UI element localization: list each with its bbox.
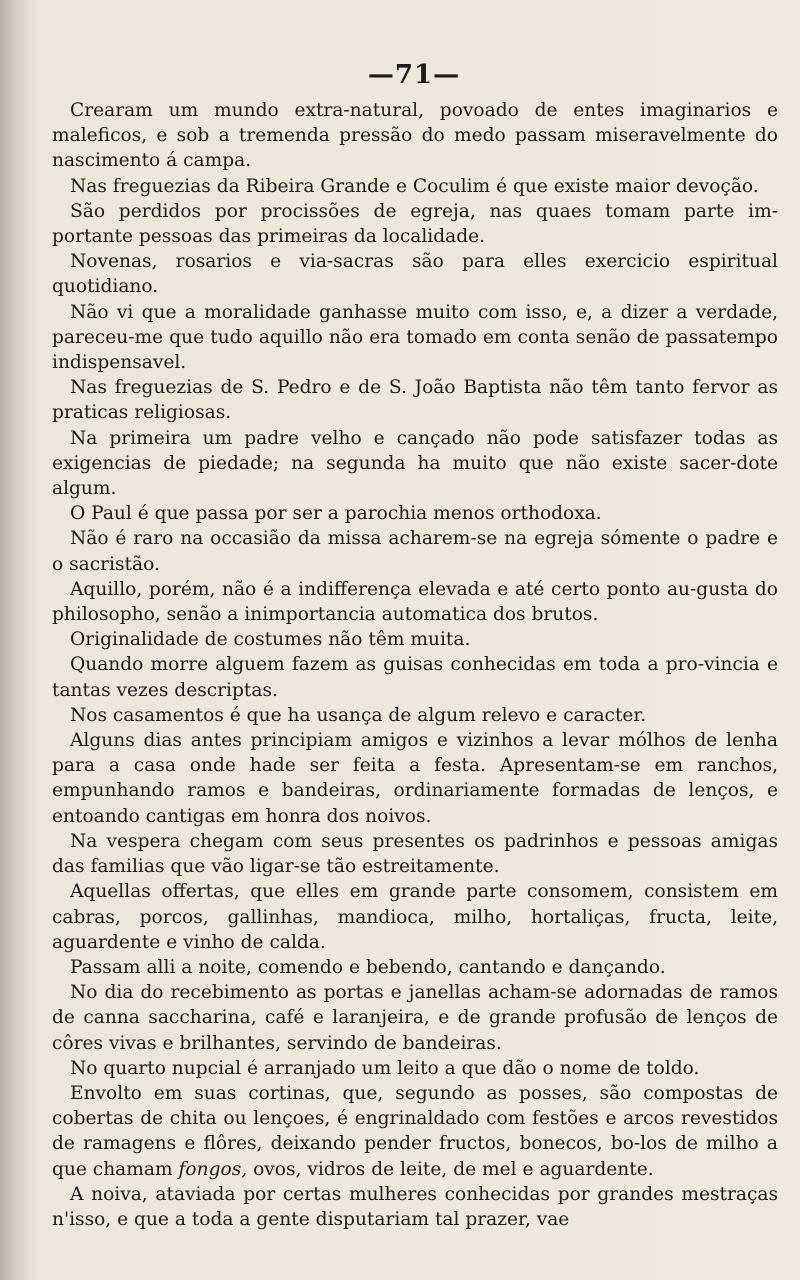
page-number: —71— (367, 60, 461, 90)
paragraph: Nas freguezias da Ribeira Grande e Coculim é que existe maior devoção. (70, 175, 759, 197)
paragraph: Nas freguezias de S. Pedro e de S. João Baptista não têm tanto fervor as praticas religiosas. (52, 377, 778, 424)
body-text (52, 98, 778, 1232)
paragraph: Alguns dias antes principiam amigos e vizinhos a levar mólhos de lenha para a casa onde hade ser feita a festa. Apresentam-se em ranchos, empunhando ramos e bandeiras, ordinariamente formadas de lenços, e entoando cantigas em honra dos noivos. (52, 730, 778, 827)
paragraph: Na vespera chegam com seus presentes os padrinhos e pessoas amigas das familias que vão ligar-se tão estreitamente. (52, 830, 778, 878)
paragraph: Novenas, rosarios e via-sacras são para elles exercicio espiritual quotidiano. (52, 251, 778, 298)
paragraph: Nos casamentos é que ha usança de algum relevo e caracter. (70, 704, 647, 726)
paragraph: A noiva, ataviada por certas mulheres conhecidas por grandes mestraças n'isso, e que a toda a gente disputariam tal prazer, vae (52, 1183, 778, 1230)
paragraph: Quando morre alguem fazem as guisas conhecidas em toda a pro-vincia e tantas vezes descriptas. (52, 654, 778, 701)
paragraph: Não é raro na occasião da missa acharem-se na egreja sómente o padre e o sacristão. (52, 528, 778, 575)
paragraph: Aquellas offertas, que elles em grande parte consomem, consistem em cabras, porcos, gallinhas, mandioca, milho, hortaliças, fructa, leite, aguardente e vinho de calda. (52, 881, 778, 953)
italic-term: fongos, (178, 1158, 248, 1180)
paragraph: Originalidade de costumes não têm muita. (70, 629, 471, 651)
paragraph: No quarto nupcial é arranjado um leito a que dão o nome de toldo. (70, 1057, 700, 1079)
page-binding-shadow (0, 0, 38, 1280)
paragraph: São perdidos por procissões de egreja, nas quaes tomam parte im-portante pessoas das primeiras da localidade. (52, 200, 778, 248)
paragraph: Aquillo, porém, não é a indifferença elevada e até certo ponto au-gusta do philosopho, senão a inimportancia automatica dos brutos. (52, 578, 778, 626)
paragraph: Passam alli a noite, comendo e bebendo, cantando e dançando. (70, 956, 666, 978)
paragraph: Não vi que a moralidade ganhasse muito com isso, e, a dizer a verdade, pareceu-me que tudo aquillo não era tomado em conta senão de passatempo indispensavel. (52, 301, 778, 374)
paragraph: No dia do recebimento as portas e janellas acham-se adornadas de ramos de canna saccharina, café e laranjeira, e de grande profusão de lenços de côres vivas e brilhantes, servindo de bandeiras. (52, 982, 778, 1054)
paragraph: Crearam um mundo extra-natural, povoado de entes imaginarios e maleficos, e sob a tremenda pressão do medo passam miseravelmente do nascimento á campa. (52, 100, 778, 172)
paragraph: O Paul é que passa por ser a parochia menos orthodoxa. (70, 503, 602, 525)
paragraph: Envolto em suas cortinas, que, segundo as posses, são compostas de cobertas de chita ou lençoes, é engrinaldado com festões e arcos revestidos de ramagens e flôres, deixando pender fructos, bonecos, bo-los de milho a que chamam fongos, ovos, vidros de leite, de mel e aguardente. (52, 1082, 778, 1180)
paragraph: Na primeira um padre velho e cançado não pode satisfazer todas as exigencias de piedade; na segunda ha muito que não existe sacer-dote algum. (52, 427, 778, 500)
